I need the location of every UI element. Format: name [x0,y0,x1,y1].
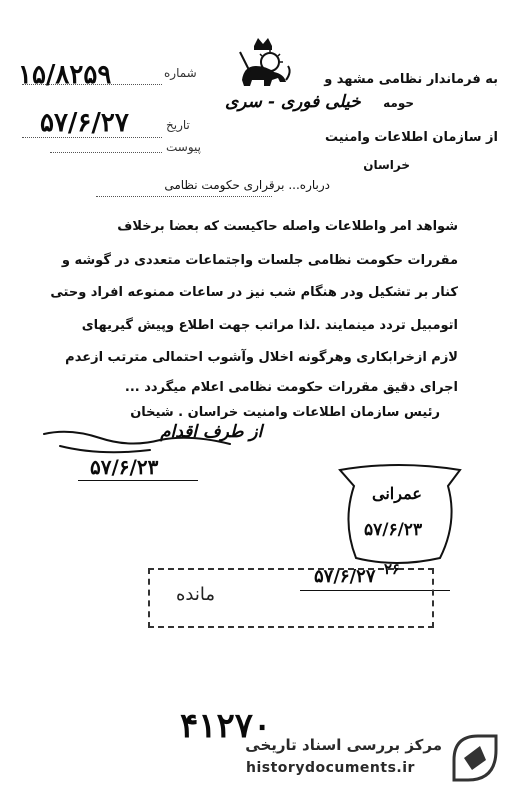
body-line-2: مقررات حکومت نظامی جلسات واجتماعات متعددی در گوشه و [61,253,458,268]
annotation-date-underline [78,480,198,481]
receipt-number: ۲۶ [384,560,401,578]
stamp-text: عمرانی [372,484,422,503]
date-value: ۵۷/۶/۲۷ [40,108,129,138]
annotation-note: از طرف اقدام [160,422,263,442]
watermark-logo-icon [446,730,504,786]
number-value: ۱۵/۸۲۵۹ [18,60,112,90]
lion-and-sun-emblem-icon [232,36,294,90]
sender: از سازمان اطلاعات وامنیت [324,130,498,145]
body-line-1: شواهد امر واطلاعات واصله حاکیست که بعضا برخلاف [117,219,458,234]
bottom-number: ۴۱۲۷۰ [180,706,272,746]
annotation-scribble [40,420,240,460]
body-line-3: کنار بر تشکیل ودر هنگام شب نیز در ساعات ممنوعه افراد وحتی [50,285,458,300]
attachment-label: پیوست [166,140,201,154]
closing-signature-line: رئیس سازمان اطلاعات وامنیت خراسان . شیخان [130,405,440,420]
receipt-stamp-outline [336,462,466,572]
subject-line: درباره... برقراری حکومت نظامی [164,178,330,192]
number-label: شماره [164,66,197,80]
handwritten-priority: خیلی فوری - سری [225,92,361,112]
addressee-area: حومه [383,96,414,110]
stamp-date: ۵۷/۶/۲۳ [364,520,423,540]
body-line-4: اتومبیل تردد مینمایند .لذا مراتب جهت اطلاع وپیش گیریهای [81,318,458,333]
body-line-5: لازم ازخرابکاری وهرگونه اخلال وآشوب احتمالی مترتب ازعدم [65,350,458,365]
annotation-date: ۵۷/۶/۲۳ [90,455,159,479]
body-line-6: اجرای دقیق مقررات حکومت نظامی اعلام میگردد ... [124,380,458,395]
addressee: به فرماندار نظامی مشهد و [324,72,498,87]
sender-province: خراسان [363,158,410,172]
date-label: تاریخ [166,118,190,132]
attachment-dotline [50,152,162,153]
watermark-title: مرکز بررسی اسناد تاریخی [245,736,442,754]
subject-dotline [96,196,272,197]
archive-box-text: مانده [176,584,216,605]
receipt-date: ۵۷/۶/۲۷ [314,566,376,587]
watermark-url: historydocuments.ir [246,760,415,776]
